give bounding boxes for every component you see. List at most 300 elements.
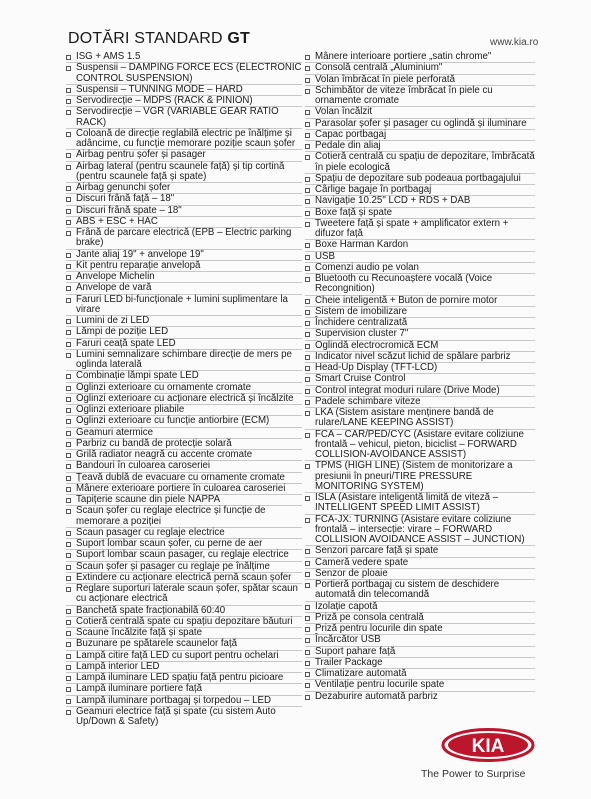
equipment-item-label: Lumini semnalizare schimbare direcție de mers pe oglinda laterală [76, 348, 292, 370]
equipment-item-label: Jante aliaj 19" + anvelope 19" [76, 248, 204, 260]
equipment-item-label: Climatizare automată [315, 668, 407, 679]
checkbox-icon [66, 687, 71, 692]
equipment-item-label: FCA – CAR/PED/CYC (Asistare evitare coliziune frontală – vehicul, pieton, biciclist – FORWARD COLLISION-AVOIDANCE ASSIST) [315, 428, 524, 460]
checkbox-icon [305, 464, 310, 469]
equipment-item [66, 128, 302, 150]
equipment-item-label: Lampă interior LED [76, 660, 160, 672]
checkbox-icon [305, 616, 310, 621]
equipment-item-label: Reglare suporturi laterale scaun șofer, spătar scaun cu acționare electrică [76, 583, 298, 605]
equipment-item-label: Cameră vedere spate [315, 556, 409, 568]
slogan: The Power to Surprise [421, 768, 526, 780]
equipment-item-label: Suport pahare față [315, 645, 396, 657]
equipment-item-label: ISLA (Asistare inteligentă limită de viteză – INTELLIGENT SPEED LIMIT ASSIST) [315, 492, 499, 514]
equipment-item-label: Suport lombar scaun șofer, cu perne de aer [76, 538, 263, 549]
checkbox-icon [305, 672, 310, 677]
equipment-item [66, 672, 302, 683]
equipment-item-label: Tweetere față și spate + amplificator extern + difuzor față [315, 217, 509, 239]
equipment-item [305, 601, 535, 612]
equipment-item-label: Încărcător USB [315, 634, 381, 646]
equipment-item [66, 349, 302, 371]
equipment-item-label: Discuri frână spate – 18" [76, 204, 182, 216]
equipment-item-label: Consolă centrală „Aluminium" [315, 62, 443, 74]
equipment-item-label: Izolație capotă [315, 600, 378, 612]
equipment-item [66, 370, 302, 381]
checkbox-icon [66, 431, 71, 436]
equipment-item [66, 95, 302, 106]
equipment-item [66, 182, 302, 193]
checkbox-icon [66, 487, 71, 492]
equipment-item-label: Lampă citire față LED cu suport pentru ochelari [76, 649, 279, 661]
equipment-item [66, 583, 302, 605]
equipment-item-label: Mânere exterioare portiere în culoarea caroseriei [76, 482, 286, 494]
checkbox-icon [66, 342, 71, 347]
equipment-item [66, 627, 302, 638]
equipment-item-label: Priză pentru locurile din spate [315, 623, 443, 634]
equipment-item-label: Spațiu de depozitare sub podeaua portbagajului [315, 172, 521, 184]
equipment-item [66, 149, 302, 160]
equipment-item [305, 646, 535, 657]
equipment-item-label: Grilă radiator neagră cu accente cromate [76, 449, 253, 460]
equipment-item [66, 472, 302, 483]
equipment-item-label: Suspensii – TUNNING MODE – HARD [76, 83, 243, 95]
checkbox-icon [66, 587, 71, 592]
equipment-item-label: Oglinzi exterioare pliabile [76, 404, 185, 415]
checkbox-icon [305, 638, 310, 643]
equipment-item [66, 404, 302, 415]
equipment-item-label: Banchetă spate fracționabilă 60:40 [76, 604, 226, 616]
equipment-item-label: Oglinzi exterioare cu ornamente cromate [76, 381, 251, 393]
equipment-item-label: Schimbător de viteze îmbrăcat în piele cu ornamente cromate [315, 84, 493, 106]
equipment-item-label: Servodirecție – MDPS (RACK & PINION) [76, 95, 253, 106]
checkbox-icon [305, 650, 310, 655]
equipment-item [305, 492, 535, 514]
checkbox-icon [305, 199, 310, 204]
equipment-item-label: ISG + AMS 1.5 [76, 51, 141, 62]
equipment-item-label: Mânere interioare portiere „satin chrome" [315, 51, 492, 62]
checkbox-icon [66, 642, 71, 647]
equipment-item [305, 251, 535, 262]
checkbox-icon [305, 255, 310, 260]
checkbox-icon [66, 386, 71, 391]
equipment-item-label: Boxe Harman Kardon [315, 239, 409, 251]
equipment-item-label: FCA-JX: TURNING (Asistare evitare coliziune frontală – intersecție: virare – FORWARD COLLISION AVOIDANCE ASSIST – JUNCTION) [315, 513, 525, 545]
equipment-item-label: Indicator nivel scăzut lichid de spălare parbriz [315, 350, 511, 362]
checkbox-icon [305, 310, 310, 315]
equipment-item [305, 568, 535, 579]
equipment-item-label: Portieră portbagaj cu sistem de deschidere automată din telecomandă [315, 579, 500, 601]
equipment-item [66, 460, 302, 471]
checkbox-icon [66, 464, 71, 469]
equipment-item-label: Lămpi de poziție LED [76, 326, 169, 338]
equipment-item-label: ABS + ESC + HAC [76, 215, 158, 227]
equipment-item-label: Suspensii – DAMPING FORCE ECS (ELECTRONIC CONTROL SUSPENSION) [76, 62, 302, 84]
checkbox-icon [305, 389, 310, 394]
equipment-item-label: Lampă iluminare LED spațiu față pentru picioare [76, 672, 284, 683]
checkbox-icon [305, 66, 310, 71]
equipment-item [66, 683, 302, 694]
equipment-item [66, 616, 302, 627]
checkbox-icon [66, 476, 71, 481]
equipment-item [305, 195, 535, 206]
equipment-item [305, 557, 535, 568]
checkbox-icon [66, 397, 71, 402]
equipment-item [66, 52, 302, 62]
equipment-item-label: Cheie inteligentă + Buton de pornire motor [315, 294, 498, 306]
equipment-item-label: Faruri LED bi-funcționale + lumini suplimentare la virare [76, 293, 288, 315]
equipment-item [66, 315, 302, 326]
page-title [68, 30, 250, 48]
equipment-item [305, 129, 535, 140]
equipment-item [305, 623, 535, 634]
equipment-item [66, 449, 302, 460]
checkbox-icon [66, 442, 71, 447]
checkbox-icon [66, 132, 71, 137]
equipment-item [305, 612, 535, 623]
checkbox-icon [305, 332, 310, 337]
equipment-item [305, 218, 535, 240]
equipment-item-label: Capac portbagaj [315, 128, 387, 140]
checkbox-icon [66, 408, 71, 413]
equipment-item-label: Airbag genunchi șofer [76, 182, 171, 193]
checkbox-icon [66, 231, 71, 236]
checkbox-icon [66, 498, 71, 503]
checkbox-icon [305, 605, 310, 610]
checkbox-icon [66, 654, 71, 659]
checkbox-icon [66, 55, 71, 60]
equipment-item [305, 634, 535, 645]
equipment-item-label: Tapițerie scaune din piele NAPPA [76, 494, 221, 505]
checkbox-icon [305, 518, 310, 523]
equipment-item [66, 260, 302, 271]
equipment-item [66, 572, 302, 583]
checkbox-icon [66, 531, 71, 536]
equipment-item-label: Kit pentru reparație anvelopă [76, 259, 201, 271]
checkbox-icon [66, 330, 71, 335]
equipment-item-label: Comenzi audio pe volan [315, 261, 419, 273]
equipment-item-label: Oglinzi exterioare cu acționare electrică și încălzite [76, 392, 294, 404]
checkbox-icon [305, 496, 310, 501]
equipment-item [66, 326, 302, 337]
checkbox-icon [305, 377, 310, 382]
equipment-item-label: Bandouri în culoarea caroseriei [76, 460, 211, 472]
equipment-item-label: Cotieră centrală spate cu spațiu depozitare băuturi [76, 615, 293, 627]
equipment-item [305, 407, 535, 429]
checkbox-icon [66, 353, 71, 358]
equipment-item [66, 294, 302, 316]
equipment-item [66, 538, 302, 549]
equipment-item [305, 184, 535, 195]
checkbox-icon [305, 627, 310, 632]
checkbox-icon [66, 710, 71, 715]
checkbox-icon [66, 576, 71, 581]
equipment-item-label: Scaun pasager cu reglaje electrice [76, 526, 225, 538]
equipment-item-label: Airbag pentru șofer și pasager [76, 149, 206, 161]
checkbox-icon [305, 222, 310, 227]
equipment-item [66, 84, 302, 95]
checkbox-icon [305, 155, 310, 160]
equipment-item [305, 118, 535, 129]
checkbox-icon [66, 553, 71, 558]
equipment-item-label: Lampă iluminare portiere față [76, 683, 203, 695]
equipment-item [66, 227, 302, 249]
equipment-item-label: Sistem de imobilizare [315, 305, 408, 317]
equipment-item [66, 438, 302, 449]
equipment-item [305, 668, 535, 679]
equipment-item-label: Control integrat moduri rulare (Drive Mode) [315, 384, 500, 396]
equipment-item [305, 74, 535, 85]
equipment-item-label: Bluetooth cu Recunoaștere vocală (Voice Recongnition) [315, 273, 493, 295]
equipment-item-label: Geamuri electrice față și spate (cu sistem Auto Up/Down & Safety) [76, 705, 276, 727]
checkbox-icon [305, 266, 310, 271]
equipment-item [66, 505, 302, 527]
checkbox-icon [66, 620, 71, 625]
equipment-item [66, 249, 302, 260]
equipment-item-label: Pedale din aliaj [315, 140, 381, 151]
equipment-item [305, 340, 535, 351]
checkbox-icon [305, 188, 310, 193]
equipment-item-label: Head-Up Display (TFT-LCD) [315, 362, 438, 373]
equipment-item [305, 306, 535, 317]
equipment-item-label: Închidere centralizată [315, 317, 408, 328]
equipment-item [305, 396, 535, 407]
checkbox-icon [66, 153, 71, 158]
equipment-item [66, 106, 302, 128]
equipment-item-label: Anvelope de vară [76, 282, 152, 294]
checkbox-icon [305, 433, 310, 438]
equipment-item [66, 271, 302, 282]
equipment-item-label: Dezaburire automată parbriz [315, 690, 438, 702]
checkbox-icon [305, 366, 310, 371]
equipment-item-label: Parbriz cu bandă de protecție solară [76, 437, 232, 449]
equipment-item [66, 483, 302, 494]
checkbox-icon [305, 144, 310, 149]
equipment-item-label: Extindere cu acționare electrică pernă scaun șofer [76, 571, 292, 583]
checkbox-icon [305, 583, 310, 588]
equipment-item-label: LKA (Sistem asistare menținere bandă de rulare/LANE KEEPING ASSIST) [315, 407, 494, 429]
equipment-item [66, 338, 302, 349]
equipment-item [66, 62, 302, 84]
equipment-item [305, 460, 535, 492]
checkbox-icon [305, 355, 310, 360]
checkbox-icon [66, 99, 71, 104]
equipment-item-label: Cârlige bagaje în portbagaj [315, 184, 432, 195]
equipment-item [66, 605, 302, 616]
equipment-item-label: Discuri frână față – 18" [76, 193, 175, 205]
equipment-item [66, 638, 302, 649]
equipment-item [305, 106, 535, 117]
equipment-item [66, 706, 302, 728]
equipment-item [305, 85, 535, 107]
equipment-item-label: Airbag lateral (pentru scaunele față) și tip cortină (pentru scaunele față și spate) [76, 160, 285, 182]
checkbox-icon [66, 197, 71, 202]
checkbox-icon [66, 319, 71, 324]
checkbox-icon [305, 683, 310, 688]
equipment-item-label: Padele schimbare viteze [315, 395, 421, 407]
equipment-item [305, 351, 535, 362]
checkbox-icon [66, 509, 71, 514]
equipment-item-label: Geamuri atermice [76, 426, 153, 438]
equipment-item [66, 661, 302, 672]
checkbox-icon [66, 374, 71, 379]
checkbox-icon [305, 55, 310, 60]
checkbox-icon [305, 549, 310, 554]
checkbox-icon [66, 419, 71, 424]
checkbox-icon [66, 286, 71, 291]
equipment-item [305, 173, 535, 184]
equipment-item [305, 373, 535, 384]
checkbox-icon [305, 299, 310, 304]
checkbox-icon [305, 321, 310, 326]
equipment-item-label: Senzori parcare față și spate [315, 545, 439, 557]
equipment-item [305, 514, 535, 546]
checkbox-icon [66, 66, 71, 71]
equipment-item-label: TPMS (HIGH LINE) (Sistem de monitorizare a presiunii în pneuri/TIRE PRESSURE MONITORING SYSTEM) [315, 460, 513, 492]
equipment-item-label: Parasolar șofer și pasager cu oglindă și iluminare [315, 117, 527, 129]
equipment-item-label: Senzor de ploaie [315, 567, 388, 579]
equipment-item [305, 273, 535, 295]
equipment-item-label: USB [315, 250, 335, 262]
equipment-item [305, 52, 535, 62]
equipment-item-label: Scaun șofer cu reglaje electrice și funcție de memorare a poziției [76, 505, 266, 527]
equipment-item [66, 216, 302, 227]
equipment-item [66, 561, 302, 572]
equipment-item [66, 650, 302, 661]
checkbox-icon [66, 110, 71, 115]
equipment-item [305, 151, 535, 173]
equipment-item [66, 527, 302, 538]
checkbox-icon [305, 561, 310, 566]
equipment-item [305, 579, 535, 601]
checkbox-icon [66, 631, 71, 636]
equipment-item-label: Oglindă electrocromică ECM [315, 339, 439, 351]
equipment-item [305, 429, 535, 461]
equipment-item [66, 161, 302, 183]
equipment-item [66, 427, 302, 438]
equipment-item [305, 295, 535, 306]
logo-text: KIA [471, 736, 505, 757]
equipment-item [66, 393, 302, 404]
checkbox-icon [305, 177, 310, 182]
checkbox-icon [66, 220, 71, 225]
equipment-item-label: Boxe față și spate [315, 206, 393, 218]
equipment-item [305, 679, 535, 690]
checkbox-icon [66, 88, 71, 93]
checkbox-icon [66, 609, 71, 614]
equipment-item-label: Anvelope Michelin [76, 271, 155, 282]
equipment-item-label: Frână de parcare electrică (EPB – Electric parking brake) [76, 227, 292, 249]
equipment-item-label: Supervision cluster 7" [315, 328, 409, 340]
equipment-item-label: Lumini de zi LED [76, 315, 150, 326]
equipment-list-left [66, 52, 302, 727]
equipment-item [305, 657, 535, 668]
equipment-item [66, 415, 302, 426]
equipment-item [305, 691, 535, 702]
equipment-item [305, 328, 535, 339]
equipment-item [305, 362, 535, 373]
checkbox-icon [305, 122, 310, 127]
equipment-item-label: Volan încălzit [315, 106, 373, 118]
equipment-item-label: Coloană de direcție reglabilă electric pe înălțime și adâncime, cu funcție memorare poziție scaun șofer [76, 127, 296, 149]
website-url[interactable]: www.kia.ro [490, 37, 539, 48]
equipment-item [66, 549, 302, 560]
checkbox-icon [305, 572, 310, 577]
checkbox-icon [66, 542, 71, 547]
equipment-item-label: Scaune încălzite față și spate [76, 627, 203, 638]
equipment-item [66, 282, 302, 293]
checkbox-icon [66, 699, 71, 704]
equipment-item [66, 695, 302, 706]
checkbox-icon [305, 110, 310, 115]
checkbox-icon [66, 264, 71, 269]
checkbox-icon [66, 186, 71, 191]
kia-logo [440, 727, 536, 763]
equipment-item-label: Lampă iluminare portbagaj și torpedou – LED [76, 694, 271, 706]
equipment-item-label: Țeavă dublă de evacuare cu ornamente cromate [76, 471, 285, 483]
equipment-item-label: Suport lombar scaun pasager, cu reglaje electrice [76, 549, 289, 561]
checkbox-icon [305, 89, 310, 94]
equipment-item [66, 494, 302, 505]
checkbox-icon [66, 298, 71, 303]
checkbox-icon [305, 133, 310, 138]
checkbox-icon [305, 211, 310, 216]
equipment-item-label: Trailer Package [315, 656, 383, 668]
equipment-item-label: Servodirecție – VGR (VARIABLE GEAR RATIO RACK) [76, 106, 279, 128]
equipment-item-label: Smart Cruise Control [315, 373, 406, 385]
checkbox-icon [66, 209, 71, 214]
equipment-item [66, 205, 302, 216]
checkbox-icon [305, 277, 310, 282]
equipment-item-label: Volan îmbrăcat în piele perforată [315, 73, 456, 85]
checkbox-icon [66, 453, 71, 458]
equipment-item [305, 62, 535, 73]
equipment-item-label: Oglinzi exterioare cu funcție antiorbire (ECM) [76, 415, 270, 427]
checkbox-icon [66, 676, 71, 681]
checkbox-icon [66, 253, 71, 258]
equipment-item [305, 385, 535, 396]
checkbox-icon [305, 344, 310, 349]
equipment-item [305, 239, 535, 250]
equipment-item [305, 140, 535, 151]
checkbox-icon [305, 411, 310, 416]
equipment-item [66, 382, 302, 393]
equipment-list-right [305, 52, 535, 702]
equipment-item [305, 317, 535, 328]
checkbox-icon [305, 78, 310, 83]
equipment-item [66, 193, 302, 204]
checkbox-icon [305, 695, 310, 700]
equipment-item-label: Combinație lămpi spate LED [76, 370, 199, 382]
checkbox-icon [305, 661, 310, 666]
checkbox-icon [66, 275, 71, 280]
checkbox-icon [305, 243, 310, 248]
title-model: GT [227, 30, 250, 47]
equipment-item-label: Navigație 10.25" LCD + RDS + DAB [315, 195, 471, 207]
equipment-item-label: Ventilație pentru locurile spate [315, 679, 445, 691]
equipment-item [305, 545, 535, 556]
checkbox-icon [66, 565, 71, 570]
checkbox-icon [66, 165, 71, 170]
checkbox-icon [66, 665, 71, 670]
equipment-item [305, 262, 535, 273]
equipment-item-label: Scaun șofer și pasager cu reglaje pe înălțime [76, 560, 270, 572]
equipment-item-label: Cotieră centrală cu spațiu de depozitare, îmbrăcată în piele ecologică [315, 151, 535, 173]
title-main: DOTĂRI STANDARD [68, 30, 223, 47]
equipment-item-label: Buzunare pe spătarele scaunelor față [76, 638, 238, 650]
equipment-item [305, 207, 535, 218]
checkbox-icon [305, 400, 310, 405]
equipment-item-label: Priză pe consola centrală [315, 611, 424, 623]
equipment-item-label: Faruri ceață spate LED [76, 337, 176, 349]
